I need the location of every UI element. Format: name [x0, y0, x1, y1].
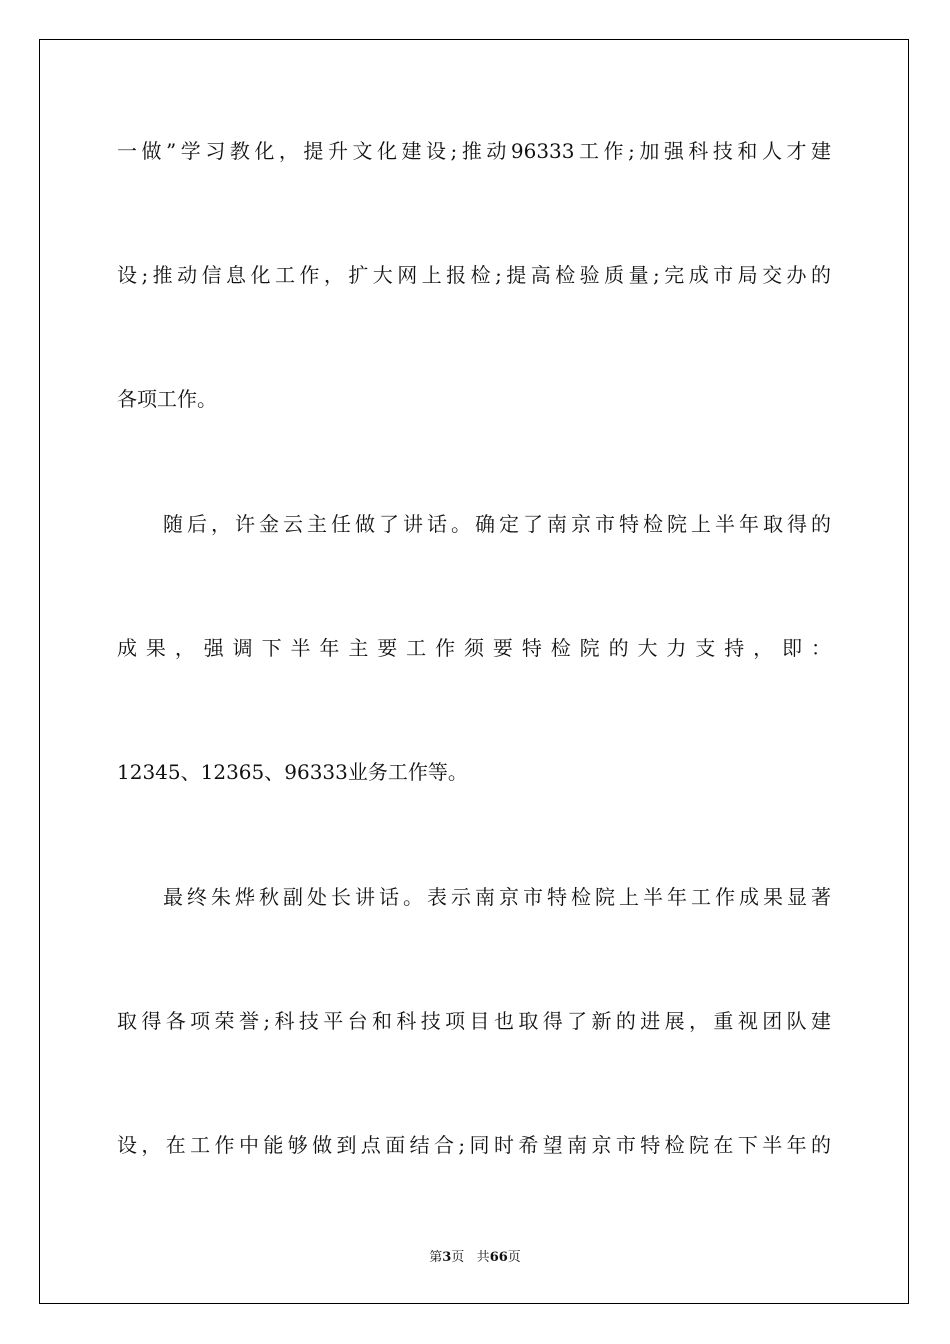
body-line-7: 最终朱烨秋副处长讲话。表示南京市特检院上半年工作成果显著: [163, 885, 831, 909]
body-line-1: 一做”学习教化，提升文化建设;推动96333工作;加强科技和人才建: [117, 139, 831, 163]
body-line-8: 取得各项荣誉;科技平台和科技项目也取得了新的进展，重视团队建: [117, 1009, 831, 1033]
page-prefix: 第: [429, 1250, 443, 1265]
page-footer: [0, 1246, 950, 1265]
body-line-4: 随后，许金云主任做了讲话。确定了南京市特检院上半年取得的: [163, 512, 831, 536]
total-prefix: 共: [476, 1250, 490, 1265]
body-line-9: 设，在工作中能够做到点面结合;同时希望南京市特检院在下半年的: [117, 1133, 831, 1157]
body-line-2: 设;推动信息化工作，扩大网上报检;提高检验质量;完成市局交办的: [117, 263, 831, 287]
total-pages: 66: [489, 1250, 508, 1265]
body-line-3: 各项工作。: [117, 387, 217, 411]
page-number: 3: [442, 1250, 452, 1265]
page-border: [39, 39, 909, 1304]
total-suffix: 页: [507, 1250, 521, 1265]
body-line-5: 成果，强调下半年主要工作须要特检院的大力支持，即：: [117, 636, 831, 660]
page-suffix: 页: [451, 1250, 465, 1265]
body-line-6: 12345、12365、96333业务工作等。: [117, 760, 468, 784]
